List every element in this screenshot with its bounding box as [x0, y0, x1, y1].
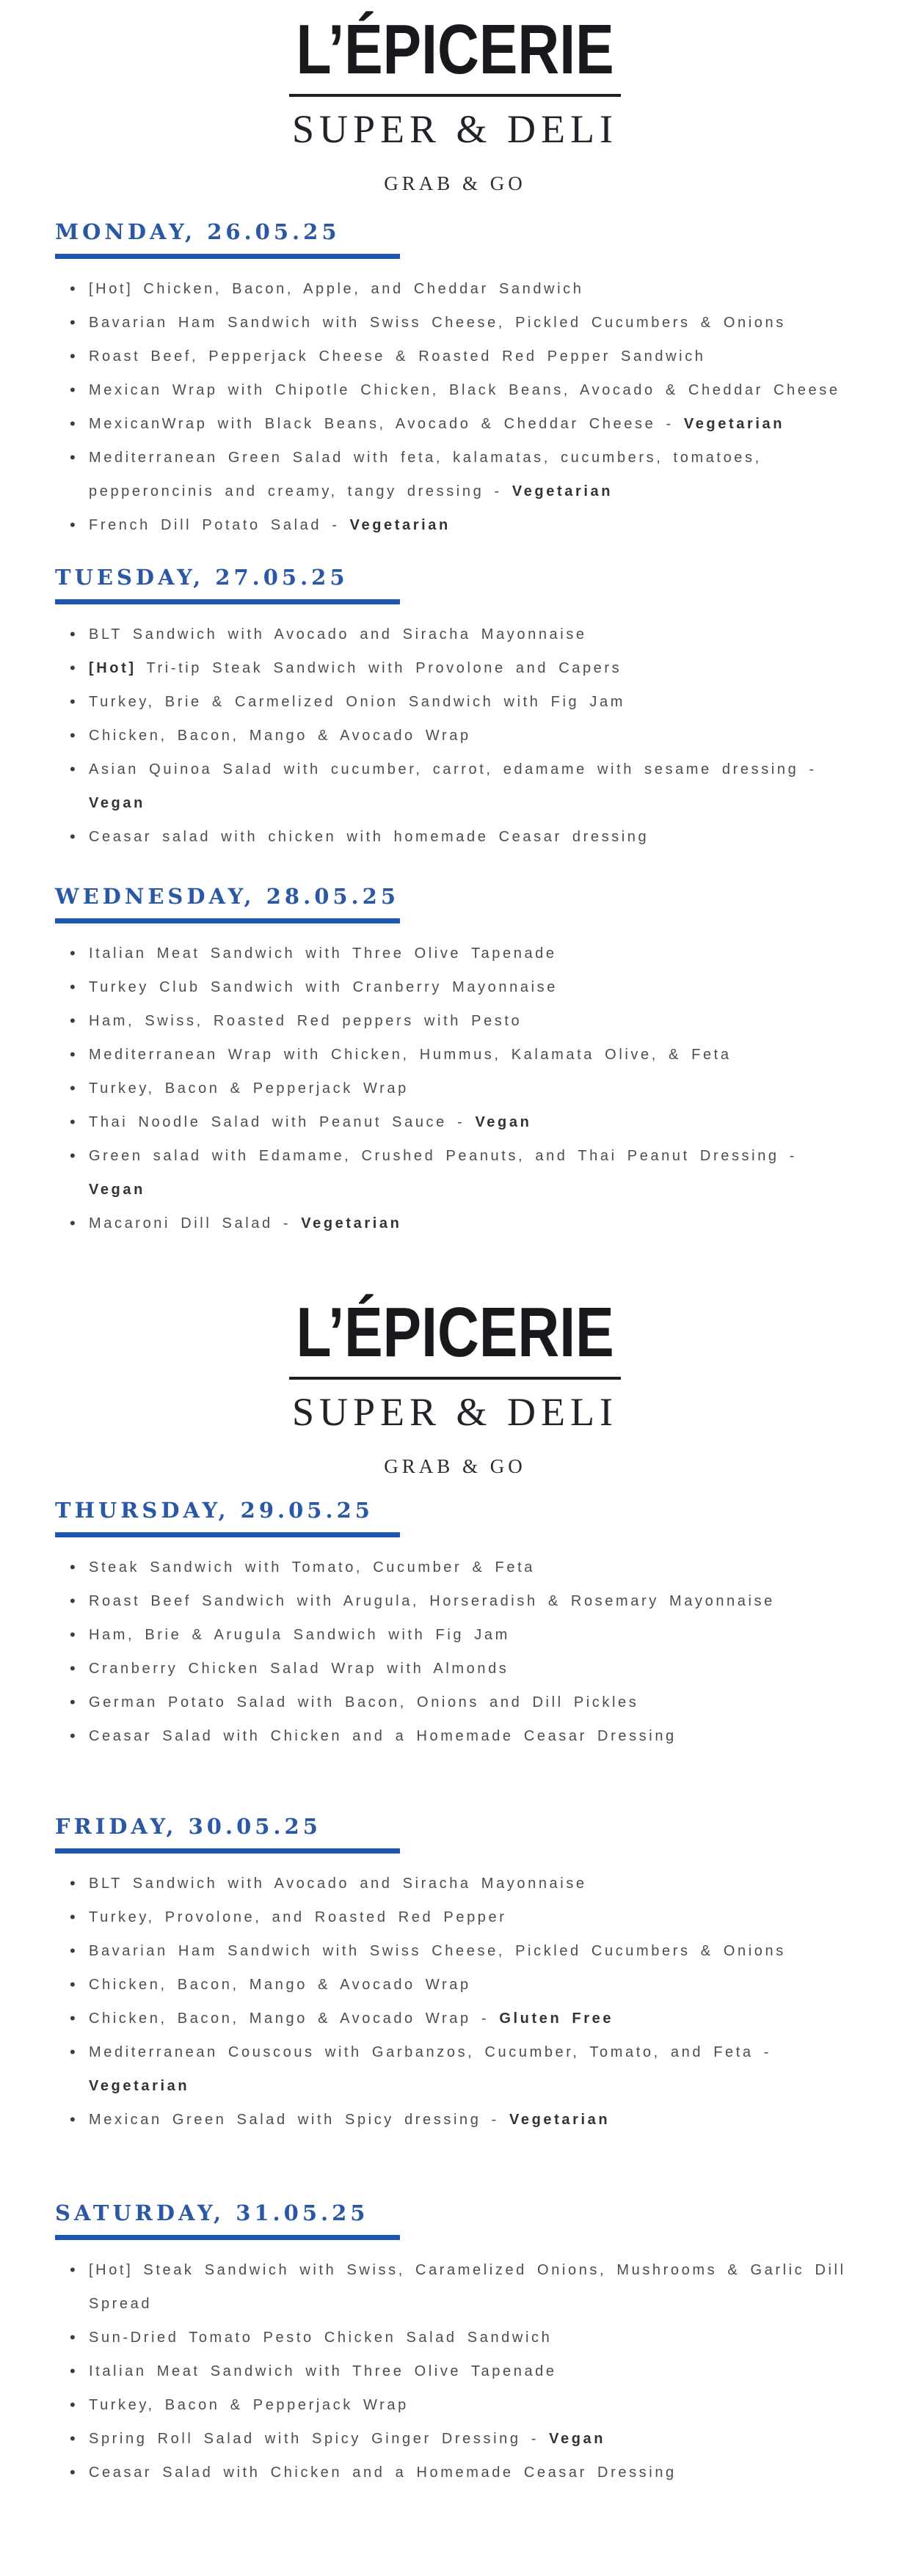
item-text: Chicken, Bacon, Mango & Avocado Wrap [89, 1977, 471, 1993]
day-heading: SATURDAY, 31.05.25 [55, 2200, 369, 2225]
item-text: Thai Noodle Salad with Peanut Sauce - [89, 1114, 476, 1130]
menu-item [55, 1551, 855, 1584]
logo-name: L’ÉPICERIE [296, 1293, 614, 1372]
item-text: Mediterranean Green Salad with feta, kalamatas, cucumbers, tomatoes, pepperoncinis and creamy, tangy dressing - [89, 450, 762, 500]
sections-page-1 [55, 217, 855, 1240]
item-text: Turkey Club Sandwich with Cranberry Mayonnaise [89, 979, 558, 995]
menu-item [55, 2035, 855, 2103]
item-text: Ham, Brie & Arugula Sandwich with Fig Jam [89, 1627, 510, 1643]
diet-tag: Vegetarian [509, 2112, 611, 2128]
item-text: Spring Roll Salad with Spicy Ginger Dressing - [89, 2431, 550, 2447]
item-text: Turkey, Bacon & Pepperjack Wrap [89, 2397, 409, 2413]
menu-item [55, 2388, 855, 2422]
item-text: Mexican Wrap with Chipotle Chicken, Black Beans, Avocado & Cheddar Cheese [89, 382, 840, 398]
item-text: Cranberry Chicken Salad Wrap with Almonds [89, 1661, 509, 1677]
item-text: Asian Quinoa Salad with cucumber, carrot, edamame with sesame dressing - [89, 761, 817, 777]
menu-item [55, 1004, 855, 1038]
menu-item [55, 2002, 855, 2035]
logo [55, 1293, 855, 1478]
logo-subtitle: SUPER & DELI [291, 107, 619, 151]
item-text: Macaroni Dill Salad - [89, 1215, 302, 1232]
day-section [55, 217, 855, 542]
item-text: MexicanWrap with Black Beans, Avocado & Cheddar Cheese - [89, 416, 684, 432]
menu-item [55, 651, 855, 685]
diet-tag: Vegan [475, 1114, 532, 1130]
item-text: BLT Sandwich with Avocado and Siracha Mayonnaise [89, 1876, 587, 1892]
menu-item [55, 1207, 855, 1240]
menu-item [55, 719, 855, 753]
item-text: Roast Beef, Pepperjack Cheese & Roasted Red Pepper Sandwich [89, 348, 706, 365]
menu-item [55, 407, 855, 441]
menu-item [55, 970, 855, 1004]
item-text: Roast Beef Sandwich with Arugula, Horseradish & Rosemary Mayonnaise [89, 1593, 775, 1609]
item-text: Tri-tip Steak Sandwich with Provolone and Capers [136, 660, 622, 676]
menu-item [55, 2253, 855, 2321]
menu-item [55, 618, 855, 651]
menu-item [55, 1652, 855, 1686]
menu-page-1 [0, 0, 910, 1240]
item-text: Bavarian Ham Sandwich with Swiss Cheese, Pickled Cucumbers & Onions [89, 1943, 786, 1959]
item-text: Ceasar salad with chicken with homemade Ceasar dressing [89, 829, 649, 845]
day-heading: THURSDAY, 29.05.25 [55, 1498, 374, 1523]
item-text: Chicken, Bacon, Mango & Avocado Wrap - [89, 2010, 500, 2027]
menu-item [55, 1139, 855, 1207]
menu-item [55, 272, 855, 306]
menu-item [55, 1038, 855, 1072]
day-section [55, 1812, 855, 2137]
menu-item [55, 340, 855, 373]
item-text: Mediterranean Wrap with Chicken, Hummus, Kalamata Olive, & Feta [89, 1047, 732, 1063]
item-text: BLT Sandwich with Avocado and Siracha Mayonnaise [89, 626, 587, 643]
menu-item [55, 753, 855, 820]
item-text: [Hot] Chicken, Bacon, Apple, and Cheddar Sandwich [89, 281, 584, 297]
diet-tag: Vegetarian [683, 416, 785, 432]
item-text: Chicken, Bacon, Mango & Avocado Wrap [89, 728, 471, 744]
diet-tag: Vegan [549, 2431, 606, 2447]
menu-item [55, 1618, 855, 1652]
item-text: Ceasar Salad with Chicken and a Homemade Ceasar Dressing [89, 1728, 677, 1744]
logo-subtitle: SUPER & DELI [291, 1390, 619, 1434]
menu-item [55, 2422, 855, 2456]
diet-tag: Vegan [89, 795, 145, 811]
item-text: Bavarian Ham Sandwich with Swiss Cheese, Pickled Cucumbers & Onions [89, 315, 786, 331]
diet-tag: Vegan [89, 1182, 145, 1198]
diet-tag: Vegetarian [89, 2078, 190, 2094]
day-section [55, 882, 855, 1240]
menu-page-2 [0, 1293, 910, 2489]
item-text: Ceasar Salad with Chicken and a Homemade Ceasar Dressing [89, 2465, 677, 2481]
menu-item [55, 441, 855, 508]
day-heading-rule [55, 1532, 400, 1537]
day-heading-rule [55, 1848, 400, 1854]
menu-item [55, 1900, 855, 1934]
menu-item [55, 1968, 855, 2002]
menu-list [55, 1867, 855, 2137]
menu-item [55, 2354, 855, 2388]
day-heading: MONDAY, 26.05.25 [55, 219, 341, 244]
day-section [55, 1496, 855, 1753]
menu-item [55, 2321, 855, 2354]
menu-item [55, 2103, 855, 2137]
menu-list [55, 2253, 855, 2489]
menu-item [55, 820, 855, 854]
item-text: Italian Meat Sandwich with Three Olive Tapenade [89, 2363, 557, 2379]
item-text: Ham, Swiss, Roasted Red peppers with Pesto [89, 1013, 523, 1029]
item-text: [Hot] Steak Sandwich with Swiss, Caramelized Onions, Mushrooms & Garlic Dill Spread [89, 2262, 846, 2312]
item-text: German Potato Salad with Bacon, Onions and Dill Pickles [89, 1694, 639, 1710]
menu-item [55, 306, 855, 340]
menu-item [55, 1686, 855, 1719]
item-text: Mexican Green Salad with Spicy dressing - [89, 2112, 510, 2128]
logo-divider [289, 1377, 621, 1380]
day-heading: FRIDAY, 30.05.25 [55, 1814, 321, 1839]
sections-page-2 [55, 1496, 855, 2489]
logo-tagline: GRAB & GO [384, 1455, 526, 1477]
menu-item [55, 1934, 855, 1968]
menu-item [55, 1105, 855, 1139]
day-heading-rule [55, 254, 400, 259]
diet-tag: Gluten Free [499, 2010, 614, 2027]
hot-tag: [Hot] [89, 660, 136, 676]
item-text: Turkey, Provolone, and Roasted Red Pepper [89, 1909, 507, 1925]
day-heading-rule [55, 2235, 400, 2240]
item-text: French Dill Potato Salad - [89, 517, 350, 533]
menu-item [55, 937, 855, 970]
day-section [55, 2198, 855, 2489]
diet-tag: Vegetarian [349, 517, 451, 533]
day-heading: WEDNESDAY, 28.05.25 [55, 884, 399, 909]
menu-item [55, 373, 855, 407]
logo-tagline: GRAB & GO [384, 172, 526, 194]
menu-item [55, 2456, 855, 2489]
menu-item [55, 1867, 855, 1900]
menu-item [55, 1072, 855, 1105]
menu-item [55, 1719, 855, 1753]
item-text: Italian Meat Sandwich with Three Olive Tapenade [89, 945, 557, 962]
logo-divider [289, 94, 621, 97]
diet-tag: Vegetarian [301, 1215, 402, 1232]
item-text: Turkey, Brie & Carmelized Onion Sandwich with Fig Jam [89, 694, 625, 710]
logo [55, 0, 855, 195]
item-text: Sun-Dried Tomato Pesto Chicken Salad Sandwich [89, 2330, 553, 2346]
day-heading-rule [55, 918, 400, 923]
day-heading: TUESDAY, 27.05.25 [55, 565, 349, 590]
day-heading-rule [55, 599, 400, 604]
item-text: Mediterranean Couscous with Garbanzos, Cucumber, Tomato, and Feta - [89, 2044, 772, 2060]
menu-list [55, 1551, 855, 1753]
diet-tag: Vegetarian [512, 483, 614, 500]
logo-name: L’ÉPICERIE [296, 10, 614, 89]
menu-item [55, 508, 855, 542]
menu-item [55, 1584, 855, 1618]
menu-item [55, 685, 855, 719]
item-text: Steak Sandwich with Tomato, Cucumber & Feta [89, 1559, 535, 1576]
menu-list [55, 272, 855, 542]
menu-list [55, 618, 855, 854]
day-section [55, 563, 855, 854]
menu-list [55, 937, 855, 1240]
item-text: Turkey, Bacon & Pepperjack Wrap [89, 1080, 409, 1097]
item-text: Green salad with Edamame, Crushed Peanuts, and Thai Peanut Dressing - [89, 1148, 798, 1164]
